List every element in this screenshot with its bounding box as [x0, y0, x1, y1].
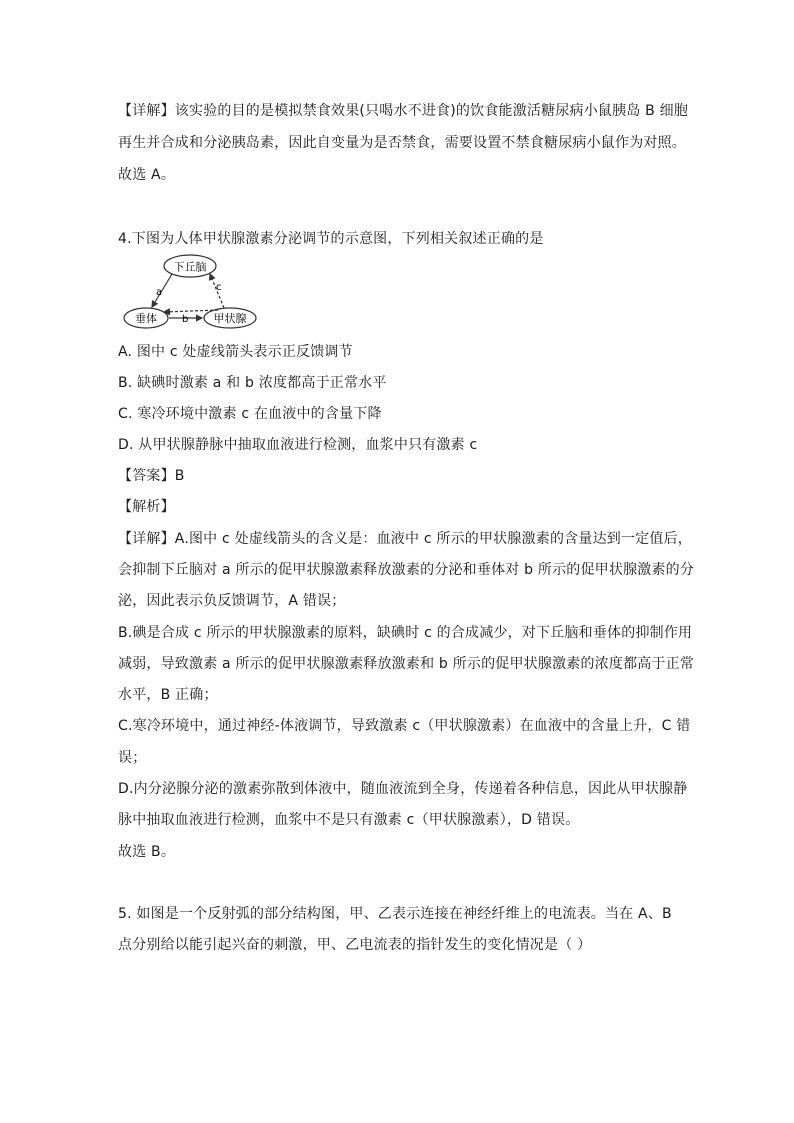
option-d: D. 从甲状腺静脉中抽取血液进行检测，血浆中只有激素 c — [118, 437, 478, 453]
analysis-line-7: C.寒冷环境中，通过神经-体液调节，导致激素 c（甲状腺激素）在血液中的含量上升，C 错 — [118, 718, 691, 734]
arrow-b-label: b — [182, 314, 189, 325]
option-c: C. 寒冷环境中激素 c 在血液中的含量下降 — [118, 406, 382, 422]
intro-line-2: 再生并合成和分泌胰岛素，因此自变量为是否禁食，需要设置不禁食糖尿病小鼠作为对照。 — [118, 135, 686, 151]
intro-line-3: 故选 A。 — [118, 167, 176, 183]
analysis-line-5: 减弱，导致激素 a 所示的促甲状腺激素释放激素和 b 所示的促甲状腺激素的浓度都高于正常 — [118, 656, 695, 672]
question-5-line-1: 5. 如图是一个反射弧的部分结构图，甲、乙表示连接在神经纤维上的电流表。当在 A、B — [118, 906, 672, 922]
analysis-line-2: 会抑制下丘脑对 a 所示的促甲状腺激素释放激素的分泌和垂体对 b 所示的促甲状腺激素的分 — [118, 562, 695, 578]
arrow-a-label: a — [156, 287, 163, 298]
question-4-stem: 4.下图为人体甲状腺激素分泌调节的示意图，下列相关叙述正确的是 — [118, 231, 544, 247]
arrow-c-label: c — [216, 282, 222, 293]
option-a: A. 图中 c 处虚线箭头表示正反馈调节 — [118, 344, 353, 360]
thyroid-regulation-diagram — [120, 252, 260, 332]
intro-line-1: 【详解】该实验的目的是模拟禁食效果(只喝水不进食)的饮食能激活糖尿病小鼠胰岛 B 细胞 — [118, 103, 689, 119]
pituitary-label: 垂体 — [135, 312, 157, 325]
answer-line: 【答案】B — [118, 468, 185, 484]
analysis-line-1: 【详解】A.图中 c 处虚线箭头的含义是：血液中 c 所示的甲状腺激素的含量达到一定值后， — [118, 531, 692, 547]
analysis-line-9: D.内分泌腺分泌的激素弥散到体液中，随血液流到全身，传递着各种信息，因此从甲状腺静 — [118, 781, 688, 797]
question-5-line-2: 点分别给以能引起兴奋的刺激，甲、乙电流表的指针发生的变化情况是（ ） — [118, 937, 592, 953]
analysis-line-3: 泌，因此表示负反馈调节，A 错误； — [118, 593, 346, 609]
analysis-line-11: 故选 B。 — [118, 844, 176, 860]
thyroid-label: 甲状腺 — [213, 312, 247, 325]
analysis-line-4: B.碘是合成 c 所示的甲状腺激素的原料，缺碘时 c 的合成减少，对下丘脑和垂体的抑制作用 — [118, 625, 693, 641]
analysis-line-6: 水平，B 正确； — [118, 687, 218, 703]
hypothalamus-label: 下丘脑 — [173, 260, 207, 274]
analysis-line-10: 脉中抽取血液进行检测，血浆中不是只有激素 c（甲状腺激素），D 错误。 — [118, 812, 580, 828]
analysis-heading: 【解析】 — [118, 499, 175, 515]
option-b: B. 缺碘时激素 a 和 b 浓度都高于正常水平 — [118, 375, 387, 391]
analysis-line-8: 误； — [118, 750, 147, 766]
